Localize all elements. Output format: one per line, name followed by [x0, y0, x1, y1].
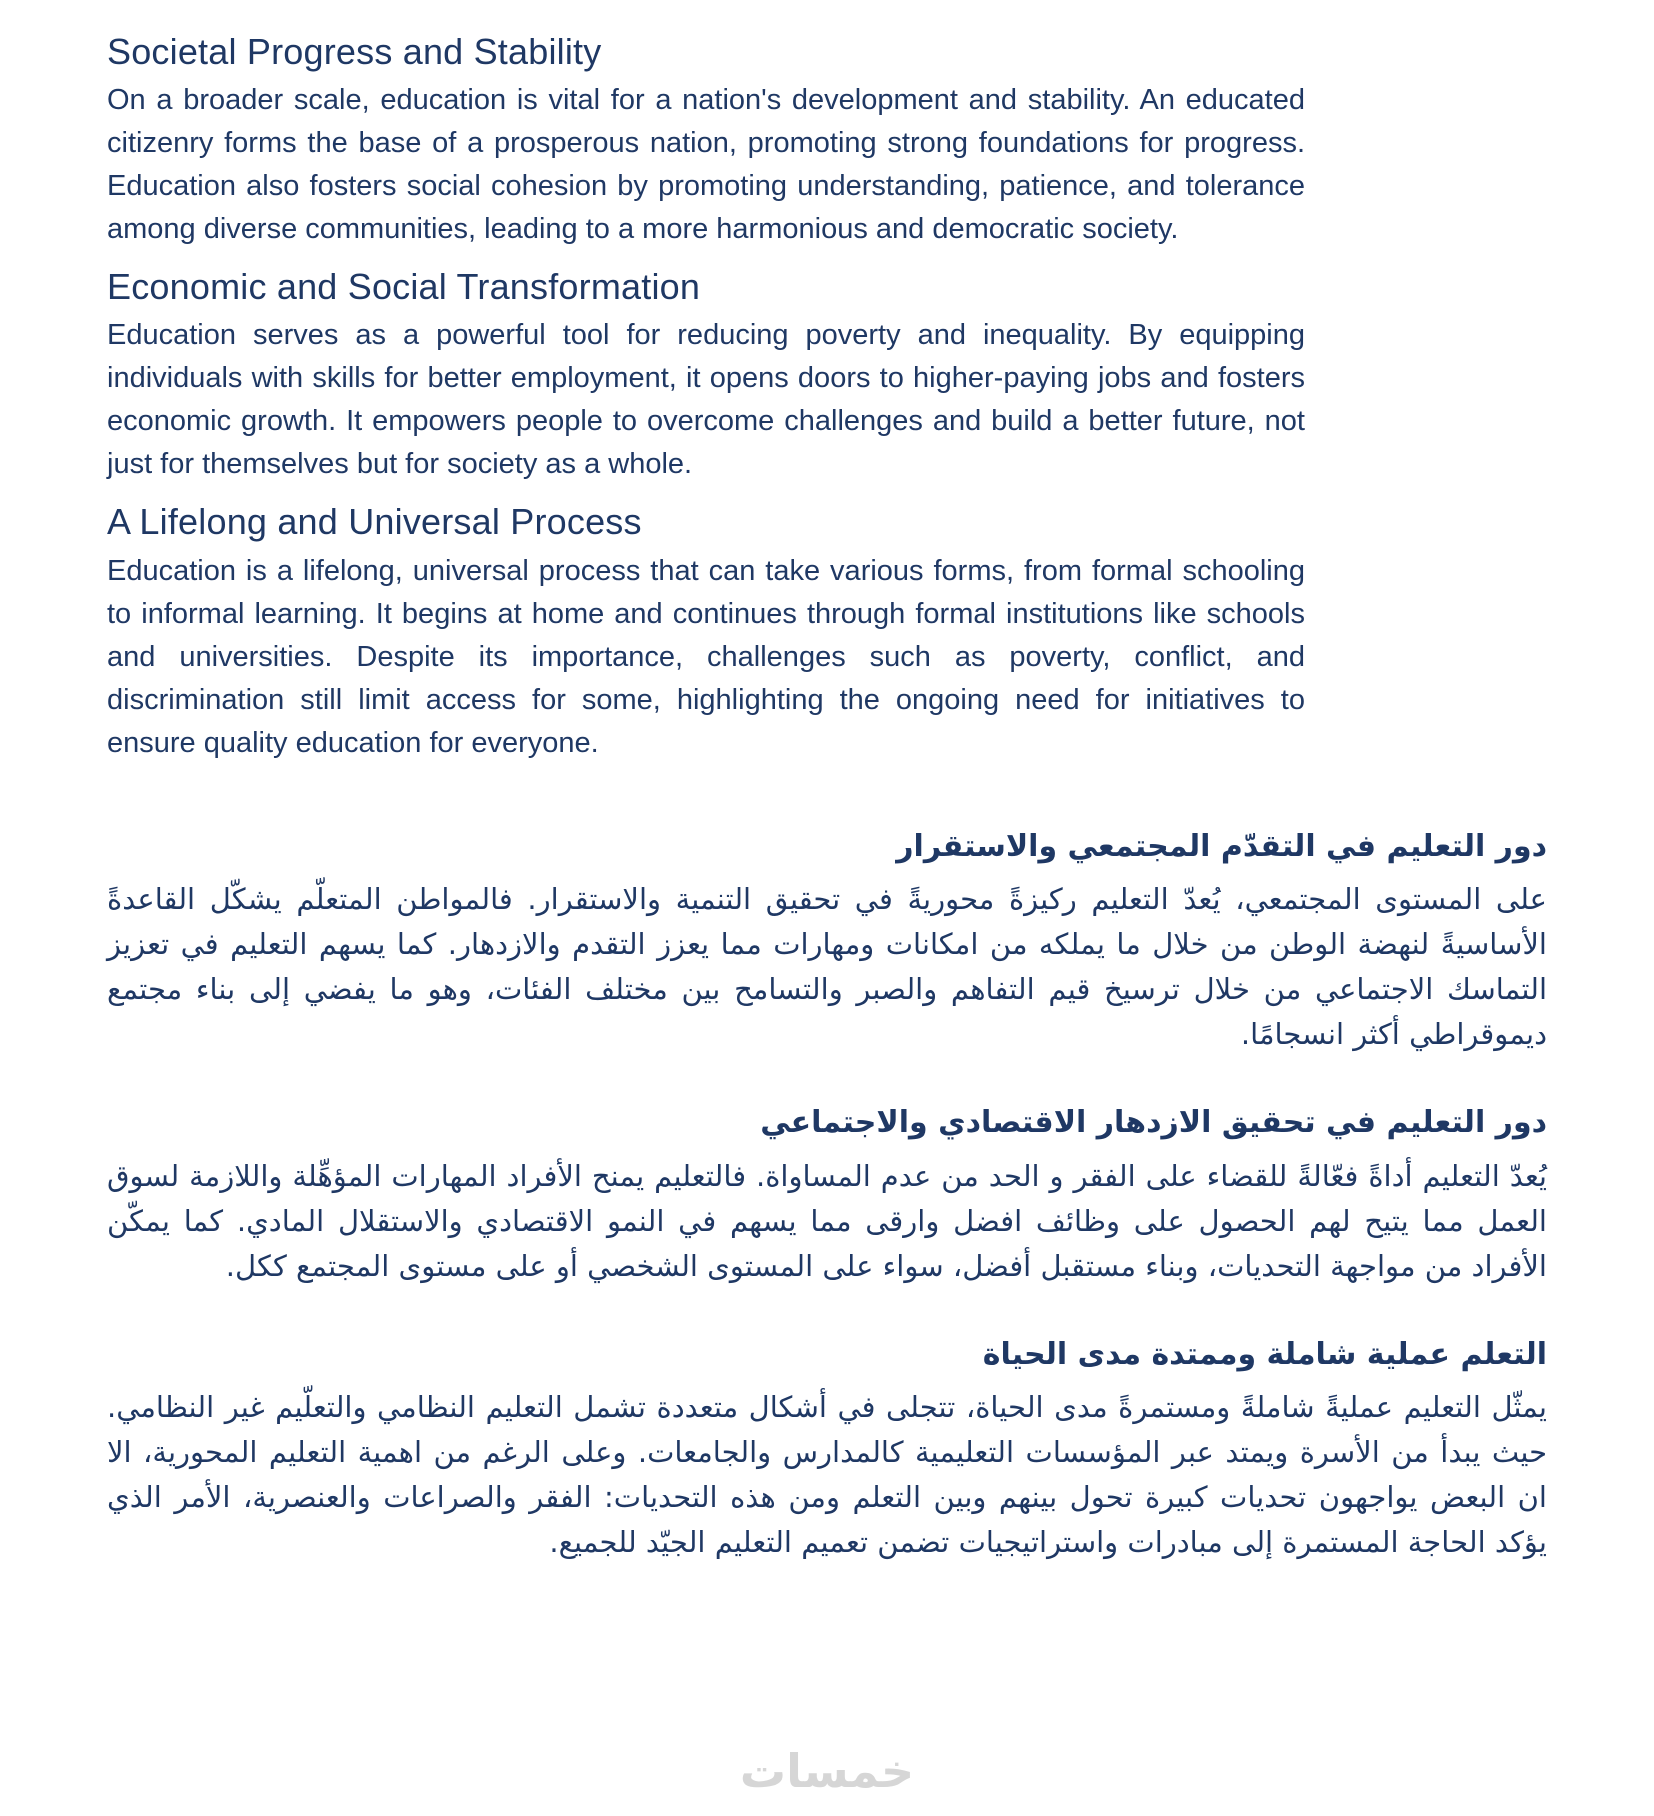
section-heading: Societal Progress and Stability	[107, 31, 602, 72]
section-body: يمثّل التعليم عمليةً شاملةً ومستمرةً مدى الحياة، تتجلى في أشكال متعددة تشمل التعليم النظامي والتعلّيم غير النظامي. حيث يبدأ من الأسرة ويمتد عبر المؤسسات التعليمية كالمدارس والجامعات. وعلى الرغم من اهمية التعليم المحورية، الا ان البعض يواجهون تحديات كبيرة تحول بينهم وبين التعلم ومن هذه التحديات: الفقر والصراعات والعنصرية، الأمر الذي يؤكد الحاجة المستمرة إلى مبادرات واستراتيجيات تضمن تعميم التعليم الجيّد للجميع.	[107, 1390, 1547, 1560]
section-heading: Economic and Social Transformation	[107, 266, 701, 308]
arabic-section-societal-progress	[107, 827, 1547, 1058]
section-heading: دور التعليم في التقدّم المجتمعي والاستقرار	[896, 828, 1547, 864]
section-heading: دور التعليم في تحقيق الازدهار الاقتصادي والاجتماعي	[760, 1105, 1547, 1141]
english-content	[107, 30, 1305, 765]
arabic-section-lifelong-process	[107, 1335, 1547, 1566]
section-body: على المستوى المجتمعي، يُعدّ التعليم ركيزةً محوريةً في تحقيق التنمية والاستقرار. فالمواطن المتعلّم يشكّل القاعدةً الأساسيةً لنهضة الوطن من خلال ما يملكه من امكانات ومهارات مما يعزز التقدم والازدهار. كما يسهم التعليم في تعزيز التماسك الاجتماعي من خلال ترسيخ قيم التفاهم والصبر والتسامح بين مختلف الفئات، وهو ما يفضي إلى بناء مجتمع ديموقراطي أكثر انسجامًا.	[107, 882, 1547, 1052]
section-body: Education is a lifelong, universal process that can take various forms, from formal schooling to informal learning. It begins at home and continues through formal institutions like schools and universities. Despite its importance, challenges such as poverty, conflict, and discrimination still limit access for some, highlighting the ongoing need for initiatives to ensure quality education for everyone.	[107, 554, 1305, 759]
section-body: Education serves as a powerful tool for reducing poverty and inequality. By equipping individuals with skills for better employment, it opens doors to higher-paying jobs and fosters economic growth. It empowers people to overcome challenges and build a better future, not just for themselves but for society as a whole.	[107, 319, 1305, 481]
english-section-lifelong-process	[107, 500, 1305, 764]
section-heading: A Lifelong and Universal Process	[107, 501, 642, 543]
section-body: يُعدّ التعليم أداةً فعّالةً للقضاء على الفقر و الحد من عدم المساواة. فالتعليم يمنح الأفراد المهارات المؤهِّلة واللازمة لسوق العمل مما يتيح لهم الحصول على وظائف افضل وارقى مما يسهم في النمو الاقتصادي والاستقلال المادي. كما يمكّن الأفراد من مواجهة التحديات، وبناء مستقبل أفضل، سواء على المستوى الشخصي أو على مستوى المجتمع ككل.	[107, 1158, 1547, 1283]
arabic-section-economic-transformation	[107, 1103, 1547, 1289]
arabic-content	[107, 827, 1547, 1566]
english-section-societal-progress	[107, 30, 1305, 251]
section-body: On a broader scale, education is vital for a nation's development and stability. An educated citizenry forms the base of a prosperous nation, promoting strong foundations for progress. Education also fosters social cohesion by promoting understanding, patience, and tolerance among diverse communities, leading to a more harmonious and democratic society.	[107, 84, 1305, 246]
english-section-economic-transformation	[107, 265, 1305, 486]
watermark-text: خمسات	[739, 1744, 915, 1798]
section-heading: التعلم عملية شاملة وممتدة مدى الحياة	[982, 1336, 1547, 1372]
